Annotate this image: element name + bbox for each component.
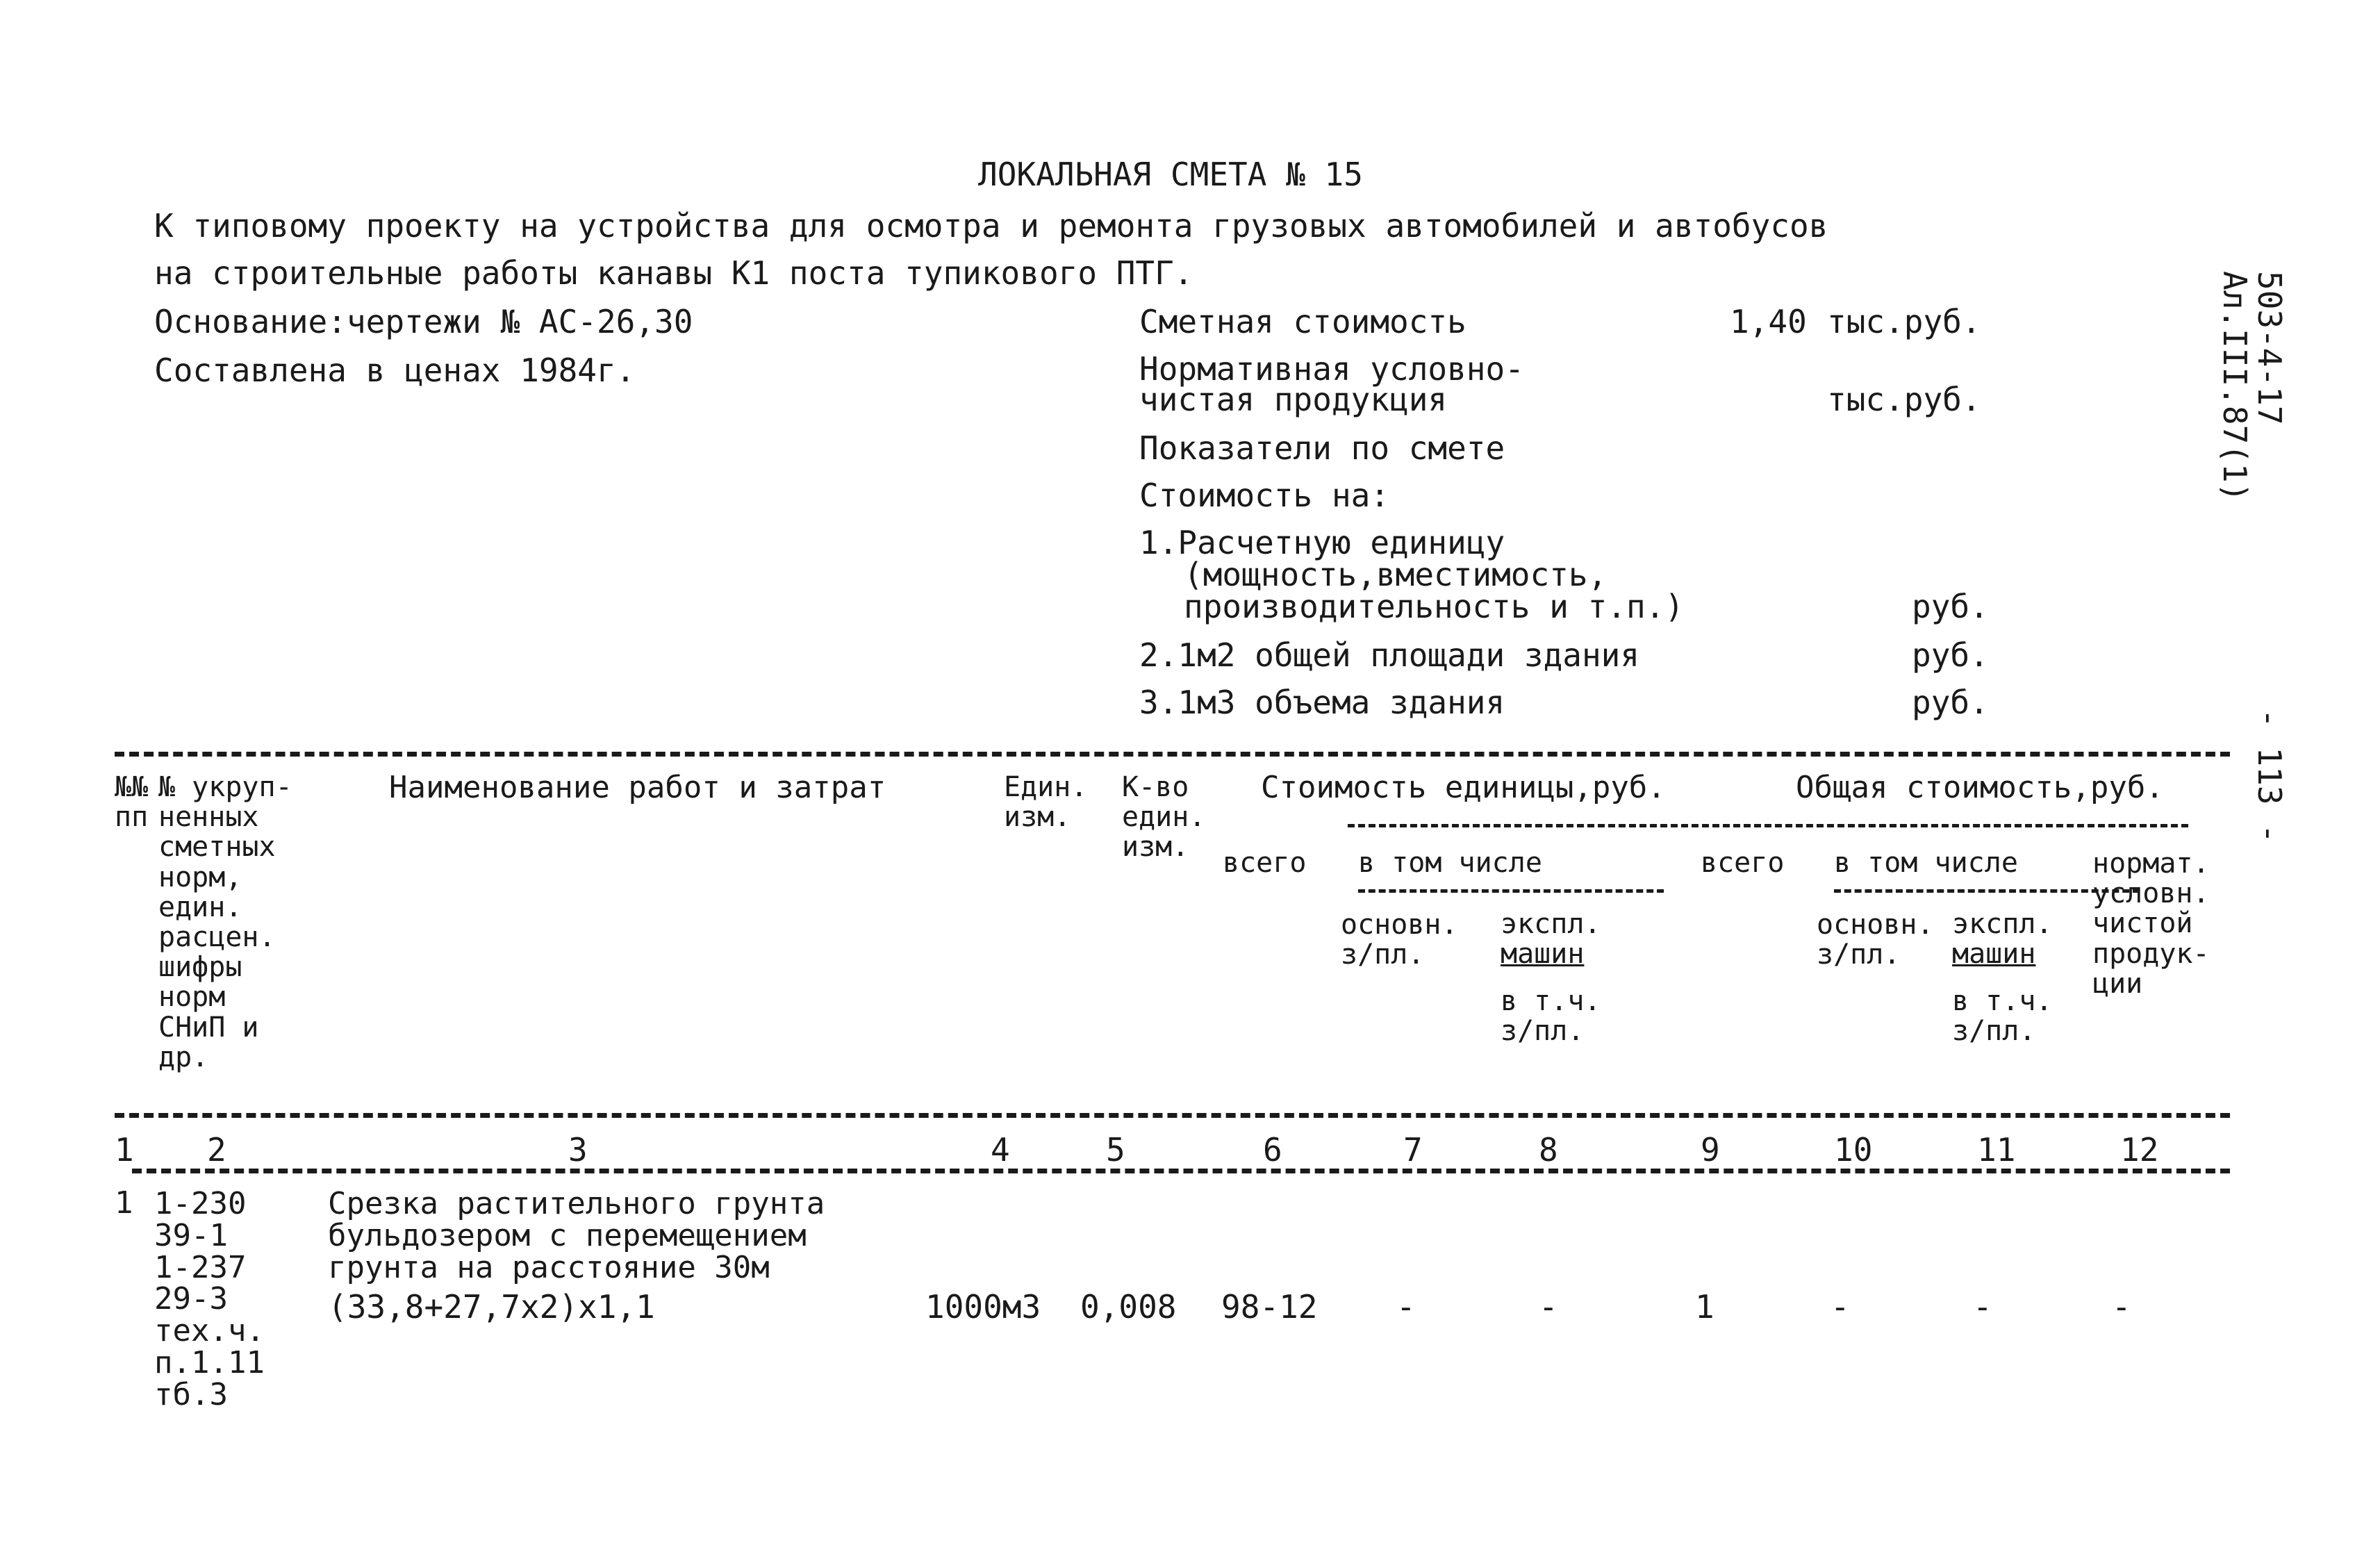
estimated-cost-label: Сметная стоимость — [1139, 303, 1466, 340]
col-number-6: 6 — [1263, 1131, 1282, 1169]
document-subtitle-line1: К типовому проекту на устройства для осмотра и ремонта грузовых автомобилей и автобусов — [154, 207, 1828, 245]
table-top-rule — [115, 752, 2230, 757]
col-header-quantity: К-во един. изм. — [1122, 771, 1206, 864]
row-unit-basic-wages: - — [1396, 1288, 1416, 1326]
total-total-header: всего — [1701, 847, 1785, 879]
total-incl-header: в том числе — [1834, 847, 2018, 879]
row-quantity: 0,008 — [1080, 1288, 1177, 1326]
total-incl-wages-header: в т.ч. з/пл. — [1952, 985, 2053, 1048]
total-basic-wages-header: основн. з/пл. — [1817, 909, 1934, 971]
indicator-item1-unit: руб. — [1912, 588, 1989, 625]
total-machines-header: экспл. — [1952, 908, 2053, 940]
col-number-5: 5 — [1106, 1131, 1125, 1169]
row-formula: (33,8+27,7x2)x1,1 — [328, 1288, 655, 1326]
unit-machines-header-u: машин — [1501, 938, 1585, 970]
basis-text: Основание:чертежи № АС-26,30 — [154, 303, 693, 340]
estimated-cost-unit: тыс.руб. — [1827, 303, 1981, 340]
col-header-work-name: Наименование работ и затрат — [389, 770, 886, 805]
margin-project-code: 503-4-17 — [2251, 271, 2288, 425]
document-title: ЛОКАЛЬНАЯ СМЕТА № 15 — [978, 156, 1363, 193]
col-header-codes: № укруп- ненных сметных норм, един. расцен. шифры норм СНиП и др. — [158, 771, 292, 1073]
col-number-12: 12 — [2120, 1131, 2159, 1169]
row-normative: - — [2112, 1288, 2131, 1326]
col-number-1: 1 — [115, 1131, 134, 1169]
indicator-item3: 3.1м3 объема здания — [1139, 684, 1505, 721]
col-number-7: 7 — [1403, 1131, 1423, 1169]
col-number-11: 11 — [1977, 1131, 2016, 1169]
cost-for-label: Стоимость на: — [1139, 477, 1390, 514]
col-number-3: 3 — [568, 1131, 588, 1169]
indicator-item1-line3: производительность и т.п.) — [1184, 588, 1685, 625]
unit-incl-rule — [1358, 889, 1664, 893]
document-subtitle-line2: на строительные работы канавы К1 поста тупикового ПТГ. — [154, 254, 1193, 292]
col-number-rule — [132, 1169, 2230, 1173]
indicator-item1-line1: 1.Расчетную единицу — [1139, 524, 1505, 561]
col-number-9: 9 — [1701, 1131, 1720, 1169]
col-number-4: 4 — [991, 1131, 1010, 1169]
normative-label-line1: Нормативная условно- — [1139, 350, 1524, 388]
estimated-cost-value: 1,40 — [1730, 303, 1807, 340]
col-header-num: №№ пп — [115, 771, 149, 834]
unit-cost-header: Стоимость единицы,руб. — [1261, 770, 1666, 805]
indicator-item1-line2: (мощность,вместимость, — [1184, 556, 1608, 593]
header-bottom-rule — [115, 1113, 2230, 1118]
header-sub-rule — [1348, 824, 2188, 827]
col-header-normative: нормат. условн. чистой продук- ции — [2092, 848, 2210, 1000]
margin-sheet-code: Ал.III.87(1) — [2216, 271, 2254, 502]
row-work-name: Срезка растительного грунта бульдозером с перемещением грунта на расстояние 30м — [328, 1186, 825, 1285]
row-total-basic-wages: - — [1831, 1288, 1850, 1326]
margin-page-number: - 113 - — [2251, 709, 2288, 843]
unit-basic-wages-header: основн. з/пл. — [1341, 909, 1458, 971]
col-number-10: 10 — [1834, 1131, 1873, 1169]
normative-label-line2: чистая продукция — [1139, 381, 1448, 418]
row-unit-machines: - — [1539, 1288, 1558, 1326]
unit-machines-header: экспл. — [1501, 908, 1601, 940]
col-number-2: 2 — [207, 1131, 226, 1169]
unit-incl-header: в том числе — [1358, 847, 1542, 879]
indicators-label: Показатели по смете — [1139, 429, 1505, 467]
unit-incl-wages-header: в т.ч. з/пл. — [1501, 985, 1601, 1048]
indicator-item2-unit: руб. — [1912, 636, 1989, 674]
row-norm-codes: 1-230 39-1 1-237 29-3 тех.ч. п.1.11 тб.3 — [154, 1186, 265, 1412]
total-cost-header: Общая стоимость,руб. — [1796, 770, 2164, 805]
row-total-machines: - — [1973, 1288, 1992, 1326]
col-number-8: 8 — [1539, 1131, 1558, 1169]
indicator-item3-unit: руб. — [1912, 684, 1989, 721]
indicator-item2: 2.1м2 общей площади здания — [1139, 636, 1640, 674]
normative-unit: тыс.руб. — [1827, 381, 1981, 418]
row-number: 1 — [115, 1185, 133, 1221]
col-header-unit: Един. изм. — [1004, 771, 1088, 834]
row-unit-total: 98-12 — [1221, 1288, 1318, 1326]
total-machines-header-u: машин — [1952, 938, 2036, 970]
row-unit: 1000м3 — [925, 1288, 1041, 1326]
prices-text: Составлена в ценах 1984г. — [154, 352, 636, 389]
row-total: 1 — [1695, 1288, 1714, 1326]
unit-total-header: всего — [1223, 847, 1307, 879]
